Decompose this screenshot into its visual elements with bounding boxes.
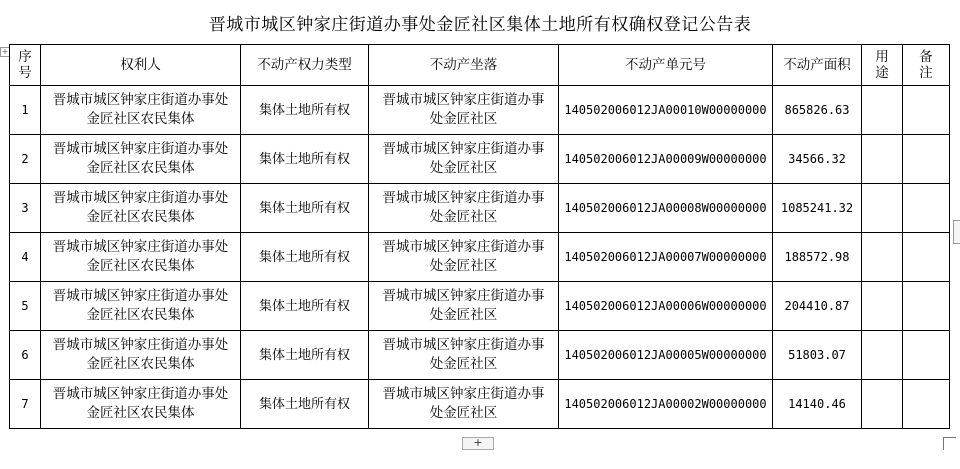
page-corner-mark	[943, 437, 956, 450]
cell-no: 6	[10, 331, 41, 380]
cell-area: 188572.98	[773, 233, 862, 282]
cell-unit-no: 140502006012JA00006W00000000	[559, 282, 773, 331]
cell-remark	[903, 135, 950, 184]
cell-remark	[903, 331, 950, 380]
cell-owner	[41, 135, 241, 184]
table-row	[10, 380, 950, 429]
cell-remark	[903, 86, 950, 135]
cell-unit-no: 140502006012JA00002W00000000	[559, 380, 773, 429]
header-no-line1: 序	[18, 49, 32, 65]
table-move-handle[interactable]: +	[1, 47, 9, 56]
table-row	[10, 135, 950, 184]
cell-location	[369, 135, 559, 184]
cell-location	[369, 184, 559, 233]
cell-area: 34566.32	[773, 135, 862, 184]
cell-use	[862, 380, 903, 429]
table-resize-handle[interactable]	[953, 220, 960, 244]
cell-location	[369, 380, 559, 429]
cell-location-line1: 晋城市城区钟家庄街道办事	[382, 141, 545, 157]
cell-no: 4	[10, 233, 41, 282]
cell-no: 2	[10, 135, 41, 184]
cell-owner-line1: 晋城市城区钟家庄街道办事处	[52, 141, 229, 157]
cell-location-line2: 处金匠社区	[429, 405, 498, 421]
cell-location	[369, 233, 559, 282]
cell-location-line1: 晋城市城区钟家庄街道办事	[382, 92, 545, 108]
cell-location-line2: 处金匠社区	[429, 356, 498, 372]
table-row	[10, 331, 950, 380]
cell-location-line2: 处金匠社区	[429, 111, 498, 127]
cell-right-type: 集体土地所有权	[241, 380, 369, 429]
cell-owner	[41, 184, 241, 233]
header-no-line2: 号	[18, 65, 32, 81]
cell-owner-line1: 晋城市城区钟家庄街道办事处	[52, 337, 229, 353]
cell-unit-no: 140502006012JA00008W00000000	[559, 184, 773, 233]
header-owner: 权利人	[41, 45, 241, 86]
header-remark	[903, 45, 950, 86]
cell-owner-line2: 金匠社区农民集体	[86, 160, 195, 176]
cell-area: 1085241.32	[773, 184, 862, 233]
cell-owner-line2: 金匠社区农民集体	[86, 356, 195, 372]
cell-owner-line2: 金匠社区农民集体	[86, 307, 195, 323]
header-row	[10, 45, 950, 86]
header-use-line1: 用	[875, 49, 889, 65]
cell-owner-line2: 金匠社区农民集体	[86, 405, 195, 421]
cell-location-line2: 处金匠社区	[429, 209, 498, 225]
cell-owner	[41, 331, 241, 380]
cell-unit-no: 140502006012JA00009W00000000	[559, 135, 773, 184]
header-remark-line2: 注	[919, 65, 933, 81]
table-row	[10, 86, 950, 135]
cell-area: 204410.87	[773, 282, 862, 331]
cell-no: 7	[10, 380, 41, 429]
cell-right-type: 集体土地所有权	[241, 331, 369, 380]
cell-location	[369, 282, 559, 331]
cell-location-line1: 晋城市城区钟家庄街道办事	[382, 337, 545, 353]
cell-owner-line1: 晋城市城区钟家庄街道办事处	[52, 92, 229, 108]
cell-remark	[903, 380, 950, 429]
cell-location	[369, 331, 559, 380]
cell-area: 14140.46	[773, 380, 862, 429]
cell-use	[862, 233, 903, 282]
cell-owner-line2: 金匠社区农民集体	[86, 209, 195, 225]
cell-use	[862, 282, 903, 331]
header-use	[862, 45, 903, 86]
cell-owner-line1: 晋城市城区钟家庄街道办事处	[52, 288, 229, 304]
cell-right-type: 集体土地所有权	[241, 184, 369, 233]
cell-location-line1: 晋城市城区钟家庄街道办事	[382, 239, 545, 255]
cell-use	[862, 184, 903, 233]
cell-right-type: 集体土地所有权	[241, 86, 369, 135]
cell-unit-no: 140502006012JA00010W00000000	[559, 86, 773, 135]
cell-owner	[41, 380, 241, 429]
add-row-button[interactable]: +	[462, 437, 494, 450]
page-title: 晋城市城区钟家庄街道办事处金匠社区集体土地所有权确权登记公告表	[208, 15, 752, 35]
cell-owner	[41, 282, 241, 331]
table-row	[10, 282, 950, 331]
cell-location-line1: 晋城市城区钟家庄街道办事	[382, 386, 545, 402]
cell-area: 865826.63	[773, 86, 862, 135]
cell-location-line1: 晋城市城区钟家庄街道办事	[382, 190, 545, 206]
cell-right-type: 集体土地所有权	[241, 282, 369, 331]
header-unit-no: 不动产单元号	[559, 45, 773, 86]
cell-owner-line1: 晋城市城区钟家庄街道办事处	[52, 386, 229, 402]
cell-owner-line2: 金匠社区农民集体	[86, 258, 195, 274]
cell-use	[862, 331, 903, 380]
cell-use	[862, 86, 903, 135]
cell-use	[862, 135, 903, 184]
cell-location-line2: 处金匠社区	[429, 160, 498, 176]
table-row	[10, 184, 950, 233]
cell-remark	[903, 233, 950, 282]
cell-owner-line1: 晋城市城区钟家庄街道办事处	[52, 239, 229, 255]
header-use-line2: 途	[875, 65, 889, 81]
cell-location-line2: 处金匠社区	[429, 258, 498, 274]
cell-owner	[41, 233, 241, 282]
cell-right-type: 集体土地所有权	[241, 233, 369, 282]
cell-unit-no: 140502006012JA00007W00000000	[559, 233, 773, 282]
cell-no: 1	[10, 86, 41, 135]
table-row	[10, 233, 950, 282]
registration-table	[9, 44, 950, 429]
cell-owner-line1: 晋城市城区钟家庄街道办事处	[52, 190, 229, 206]
cell-owner	[41, 86, 241, 135]
cell-right-type: 集体土地所有权	[241, 135, 369, 184]
cell-no: 5	[10, 282, 41, 331]
cell-location	[369, 86, 559, 135]
cell-owner-line2: 金匠社区农民集体	[86, 111, 195, 127]
header-no	[10, 45, 41, 86]
cell-no: 3	[10, 184, 41, 233]
header-area: 不动产面积	[773, 45, 862, 86]
cell-location-line2: 处金匠社区	[429, 307, 498, 323]
header-right-type: 不动产权力类型	[241, 45, 369, 86]
cell-remark	[903, 184, 950, 233]
cell-area: 51803.07	[773, 331, 862, 380]
cell-remark	[903, 282, 950, 331]
header-remark-line1: 备	[919, 49, 933, 65]
cell-unit-no: 140502006012JA00005W00000000	[559, 331, 773, 380]
header-location: 不动产坐落	[369, 45, 559, 86]
cell-location-line1: 晋城市城区钟家庄街道办事	[382, 288, 545, 304]
